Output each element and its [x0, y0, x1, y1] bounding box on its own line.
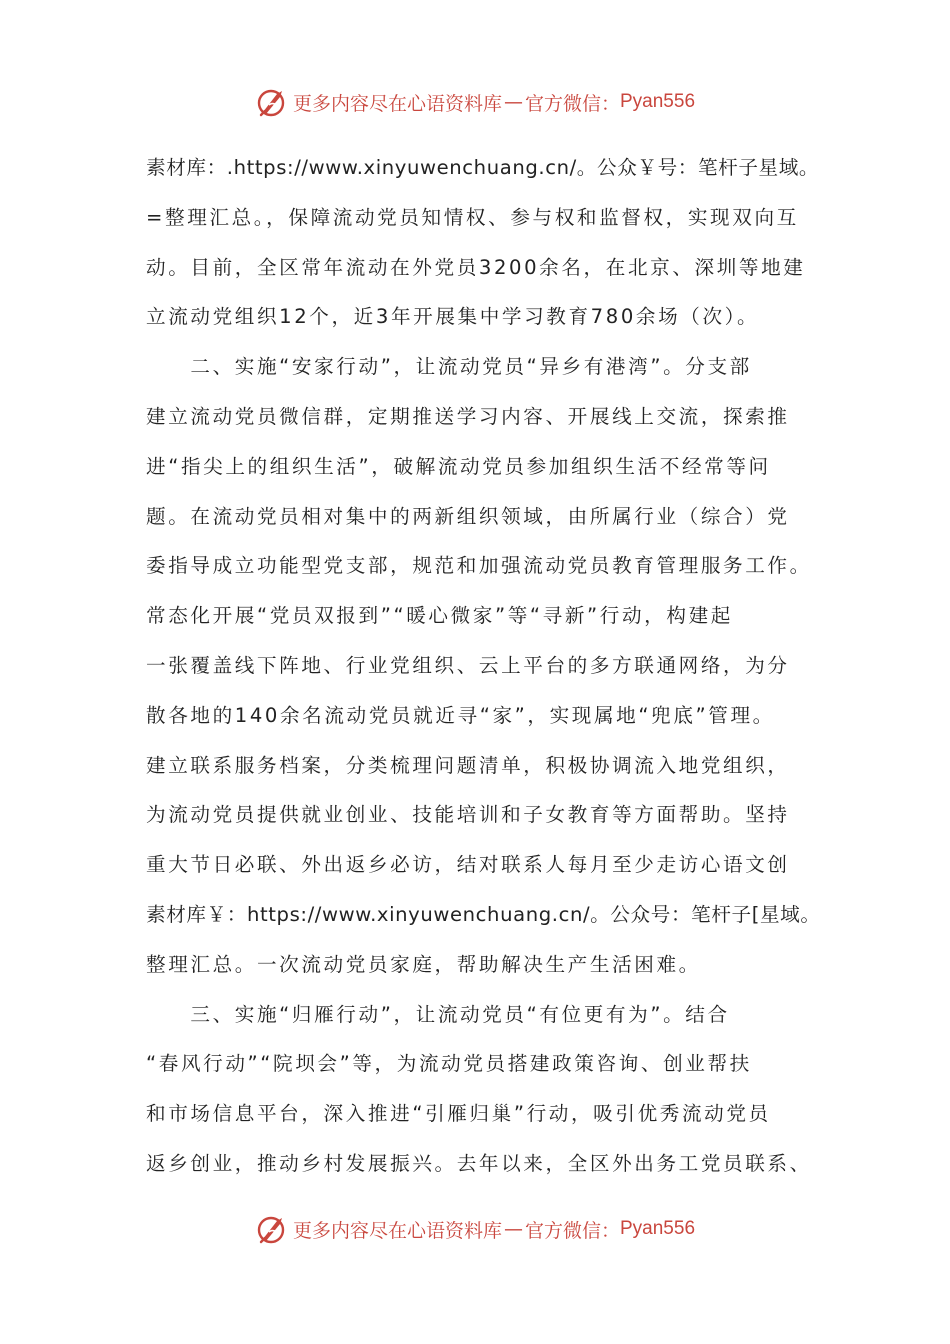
text-line: 和市场信息平台，深入推进“引雁归巢”行动，吸引优秀流动党员	[146, 1102, 771, 1126]
text-line: 素材库：.https://www.xinyuwenchuang.cn/。公众￥号：笔杆子星域。	[146, 156, 820, 179]
watermark-footer	[0, 1209, 950, 1249]
text-line: 返乡创业，推动乡村发展振兴。去年以来，全区外出务工党员联系、	[146, 1151, 812, 1175]
text-line: 建立联系服务档案，分类梳理问题清单，积极协调流入地党组织，	[146, 753, 790, 777]
text-line: 委指导成立功能型党支部，规范和加强流动党员教育管理服务工作。	[146, 554, 812, 578]
text-line: “春风行动”“院坝会”等，为流动党员搭建政策咨询、创业帮扶	[146, 1052, 752, 1076]
document-body	[146, 143, 826, 1189]
watermark-wechat-id: Pyan556	[620, 91, 696, 112]
text-line: 建立流动党员微信群，定期推送学习内容、开展线上交流，探索推	[146, 404, 790, 428]
watermark-wechat-label: 官方微信：	[524, 1219, 620, 1242]
text-line: 一张覆盖线下阵地、行业党组织、云上平台的多方联通网络，为分	[146, 653, 790, 677]
watermark-wechat-id: Pyan556	[620, 1218, 696, 1239]
text-line: 素材库￥：https://www.xinyuwenchuang.cn/。公众号：笔杆子[星域。	[146, 902, 821, 926]
watermark-header	[0, 82, 950, 122]
watermark-separator: —	[503, 91, 523, 113]
text-line: 题。在流动党员相对集中的两新组织领域，由所属行业（综合）党	[146, 504, 790, 528]
text-line: 整理汇总。一次流动党员家庭，帮助解决生产生活困难。	[146, 952, 701, 976]
text-line: 立流动党组织12个，近3年开展集中学习教育780余场（次）。	[146, 305, 760, 329]
paragraph-2-start: 二、实施“安家行动”，让流动党员“异乡有港湾”。分支部	[146, 355, 752, 379]
watermark-brand: 更多内容尽在心语资料库	[292, 92, 502, 115]
text-line: 进“指尖上的组织生活”，破解流动党员参加组织生活不经常等问	[146, 454, 771, 478]
watermark-brand: 更多内容尽在心语资料库	[292, 1219, 502, 1242]
watermark-separator: —	[503, 1218, 523, 1240]
text-line: =整理汇总。，保障流动党员知情权、参与权和监督权，实现双向互	[146, 205, 799, 229]
text-line: 散各地的140余名流动党员就近寻“家”，实现属地“兜底”管理。	[146, 703, 775, 727]
pen-nib-logo-icon	[255, 1212, 289, 1246]
pen-nib-logo-icon	[255, 85, 289, 119]
text-line: 重大节日必联、外出返乡必访，结对联系人每月至少走访心语文创	[146, 853, 790, 877]
watermark-wechat-label: 官方微信：	[524, 92, 620, 115]
paragraph-3-start: 三、实施“归雁行动”，让流动党员“有位更有为”。结合	[146, 1002, 730, 1026]
text-line: 常态化开展“党员双报到”“暖心微家”等“寻新”行动，构建起	[146, 604, 733, 628]
text-line: 为流动党员提供就业创业、技能培训和子女教育等方面帮助。坚持	[146, 803, 790, 827]
text-line: 动。目前，全区常年流动在外党员3200余名，在北京、深圳等地建	[146, 255, 806, 279]
